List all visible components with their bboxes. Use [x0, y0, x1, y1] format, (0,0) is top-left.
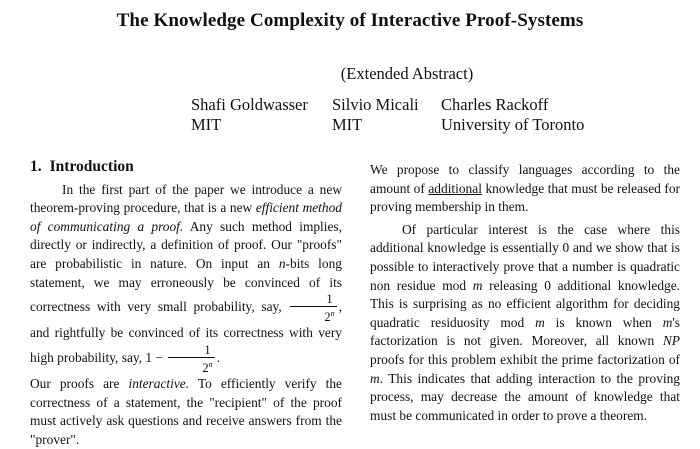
emphasized-text: efficient method of communicating a proof. — [30, 200, 342, 234]
text-run: . This indicates that adding interaction to the proving process, may decrease the amount of knowledge that must be communicated in order to prove a theorem. — [370, 370, 680, 423]
emphasized-text: interactive. — [128, 376, 190, 392]
author-name: Shafi Goldwasser — [191, 95, 308, 114]
author-block — [441, 95, 584, 135]
text-run: releasing 0 additional knowledge. This is surprising as no efficient algorithm for deciding quadratic residuosity mod — [370, 277, 680, 330]
text-run: knowledge that must be released for proving membership in them. — [370, 180, 681, 215]
text-run: Our proofs are — [30, 376, 129, 392]
author-affiliation: MIT — [332, 115, 363, 134]
text-run: . — [216, 350, 220, 366]
section-title: Introduction — [49, 158, 134, 175]
body-paragraph — [370, 161, 680, 217]
math-variable: n — [278, 255, 286, 271]
author-name: Charles Rackoff — [441, 95, 549, 114]
math-variable: m — [662, 314, 673, 330]
text-run: , and rightfully be convinced of its correctness with very high probability, say, 1 − — [30, 299, 342, 366]
text-run: Any such method implies, directly or indirectly, a definition of proof. Our "proofs" are probabilistic in nature. On input an — [30, 218, 342, 271]
text-run: In the first part of the paper we introduce a new theorem-proving procedure, that is a new — [30, 181, 342, 216]
math-term: NP — [662, 333, 680, 349]
section-number: 1. — [30, 158, 42, 175]
fraction-exponent: n — [330, 309, 335, 319]
fraction-denominator — [168, 358, 214, 375]
fraction — [168, 343, 214, 375]
paper-subtitle: (Extended Abstract) — [340, 64, 474, 83]
author-affiliation: MIT — [191, 115, 222, 134]
math-variable: m — [370, 370, 380, 386]
intro-paragraph — [30, 375, 342, 449]
right-column — [370, 161, 680, 425]
fraction-numerator: 1 — [290, 292, 336, 307]
text-run: Of particular interest is the case where this additional knowledge is essentially 0 and we show that is possible to interactively prove that a number is quadratic non residue mod — [370, 221, 680, 293]
author-name: Silvio Micali — [332, 95, 419, 114]
section-heading — [30, 158, 342, 177]
fraction-base: 2 — [324, 310, 331, 325]
text-run: We propose to classify languages according to the amount of — [370, 162, 680, 196]
text-run: To efficiently verify the correctness of a statement, the "recipient" of the proof must actively ask questions and receive answers from the "prover". — [30, 376, 342, 447]
underlined-text: additional — [428, 180, 482, 196]
text-run: is known when — [544, 314, 663, 330]
text-run: -bits long statement, we may erroneously be convinced of its correctness with very small probability, say, — [30, 255, 342, 315]
fraction-denominator — [290, 307, 336, 324]
intro-paragraph — [30, 181, 342, 375]
left-column — [30, 158, 342, 449]
text-run: 's factorization is not given. Moreover, all known — [370, 314, 681, 349]
body-paragraph — [370, 221, 680, 426]
math-variable: m — [535, 314, 545, 330]
fraction-base: 2 — [202, 361, 209, 376]
author-block — [191, 95, 308, 135]
paper-title: The Knowledge Complexity of Interactive Proof-Systems — [116, 10, 584, 31]
fraction-numerator: 1 — [168, 343, 214, 358]
author-affiliation: University of Toronto — [441, 115, 585, 134]
fraction-exponent: n — [208, 359, 213, 369]
math-variable: m — [472, 277, 483, 293]
text-run: proofs for this problem exhibit the prime factorization of — [370, 351, 680, 367]
author-block — [332, 95, 419, 135]
fraction — [290, 292, 336, 324]
